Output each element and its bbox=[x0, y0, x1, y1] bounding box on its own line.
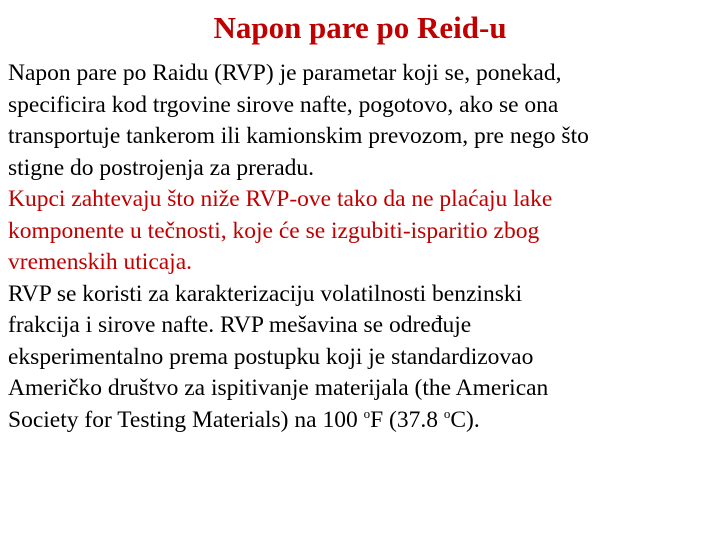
paragraph-line: Napon pare po Raidu (RVP) je parametar koji se, ponekad, bbox=[8, 60, 562, 86]
text-segment: C). bbox=[450, 406, 480, 433]
text-segment: Society for Testing Materials) na 100 bbox=[8, 406, 364, 433]
degree-superscript: o bbox=[363, 405, 371, 421]
paragraph-buyers-highlight bbox=[8, 184, 713, 279]
paragraph-line: eksperimentalno prema postupku koji je standardizovao bbox=[8, 343, 534, 370]
slide-body bbox=[8, 58, 713, 436]
degree-superscript: o bbox=[443, 405, 451, 421]
paragraph-line: RVP se koristi za karakterizaciju volatilnosti benzinski bbox=[8, 280, 523, 307]
text-segment: F (37.8 bbox=[370, 406, 444, 433]
paragraph-line: vremenskih uticaja. bbox=[8, 249, 193, 275]
paragraph-rvp-definition bbox=[8, 58, 713, 184]
paragraph-line: stigne do postrojenja za preradu. bbox=[8, 154, 315, 181]
paragraph-line: frakcija i sirove nafte. RVP mešavina se određuje bbox=[8, 312, 472, 338]
paragraph-line: Kupci zahtevaju što niže RVP-ove tako da ne plaćaju lake bbox=[8, 186, 553, 212]
paragraph-line-temperature bbox=[8, 405, 713, 437]
paragraph-rvp-usage bbox=[8, 279, 713, 437]
paragraph-line: Američko društvo za ispitivanje materijala (the American bbox=[8, 375, 549, 401]
paragraph-line: transportuje tankerom ili kamionskim prevozom, pre nego što bbox=[8, 123, 589, 149]
paragraph-line: specificira kod trgovine sirove nafte, pogotovo, ako se ona bbox=[8, 91, 559, 118]
paragraph-line: komponente u tečnosti, koje će se izgubiti-isparitio zbog bbox=[8, 217, 540, 244]
slide-title: Napon pare po Reid-u bbox=[213, 10, 507, 45]
